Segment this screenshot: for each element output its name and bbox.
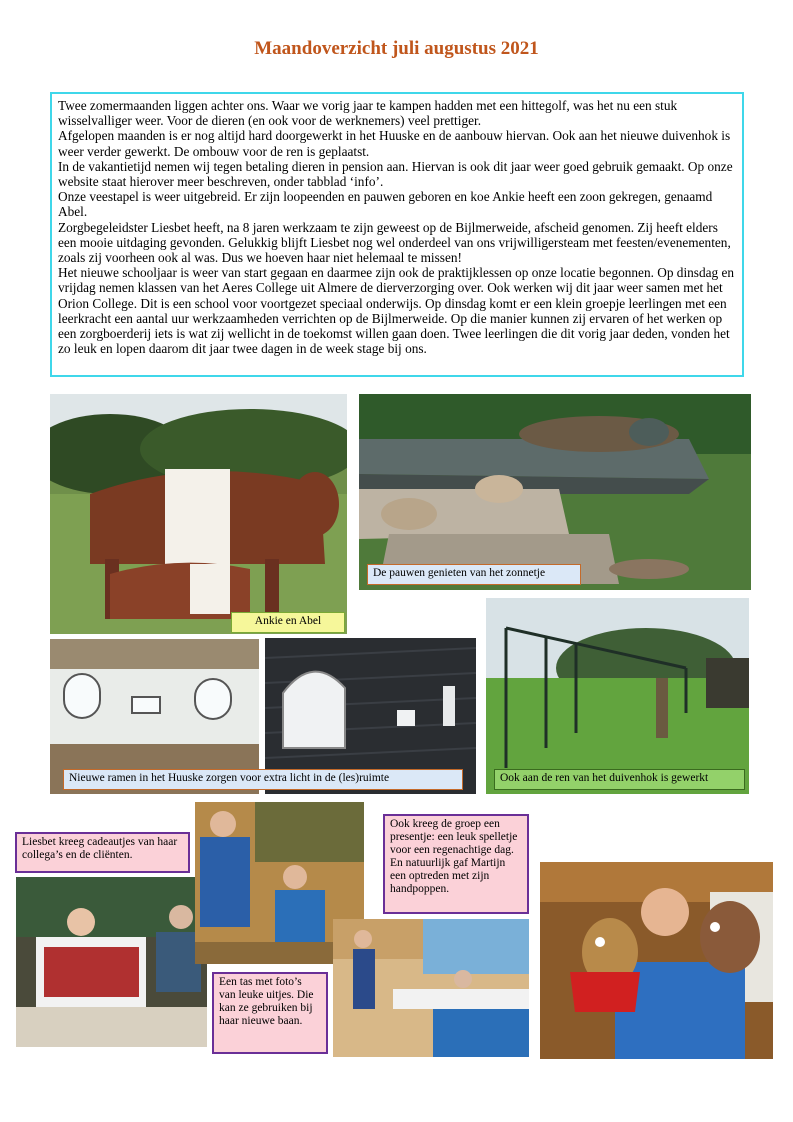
intro-paragraph: Onze veestapel is weer uitgebreid. Er zijn loopeenden en pauwen geboren en koe Ankie heeft een zoon gekregen, genaamd Abel. — [58, 189, 713, 220]
intro-paragraph: In de vakantietijd nemen wij tegen betaling dieren in pension aan. Hiervan is ook dit jaar weer goed gebruik gemaakt. Op onze website staat hierover meer beschreven, onder tabblad ‘info’. — [58, 158, 733, 190]
caption-present: Ook kreeg de groep een presentje: een leuk spelletje voor een regenachtige dag. En natuurlijk gaf Martijn een optreden met zijn handpoppen. — [383, 814, 529, 914]
photo-group-room — [333, 919, 529, 1057]
photo-peacocks — [359, 394, 751, 590]
intro-paragraph: Afgelopen maanden is er nog altijd hard doorgewerkt in het Huuske en de aanbouw hiervan. Ook aan het nieuwe duivenhok is weer verder gewerkt. De ombouw voor de ren is geplaatst. — [58, 128, 731, 159]
photo-cow-and-calf — [50, 394, 347, 634]
caption-cow: Ankie en Abel — [231, 612, 345, 633]
intro-text-box — [50, 92, 744, 377]
caption-peacocks: De pauwen genieten van het zonnetje — [367, 564, 581, 585]
intro-paragraph: Het nieuwe schooljaar is weer van start gegaan en daarmee zijn ook de praktijklessen op onze locatie begonnen. Op dinsdag en vrijdag nemen klassen van het Aeres College uit Almere de dierverzorging over. Ook werken wij dit jaar weer samen met het Orion College. Dit is een school voor voortgezet speciaal onderwijs. Op dinsdag komt er een klein groepje leerlingen met een leerkracht een aantal uur werkzaamheden verrichten op de Bijlmerweide. Op die manier kunnen zij ervaren of het werken op een zorgboerderij iets is wat zij wellicht in de toekomst willen gaan doen. Twee leerlingen die dit vorig jaar deden, vonden het zo leuk en lopen daarom dit jaar twee dagen in de week stage bij ons. — [58, 265, 735, 357]
caption-gifts: Liesbet kreeg cadeautjes van haar collega’s en de cliënten. — [15, 832, 190, 873]
photo-liesbet-gifts — [16, 877, 207, 1047]
photo-martijn-puppets — [540, 862, 773, 1059]
intro-paragraph: Twee zomermaanden liggen achter ons. Waar we vorig jaar te kampen hadden met een hittegolf, was het nu een stuk wisselvalliger weer. Voor de dieren (en ook voor de werknemers) veel prettiger. — [58, 98, 678, 129]
page-title: Maandoverzicht juli augustus 2021 — [254, 38, 539, 59]
caption-bag: Een tas met foto’s van leuke uitjes. Die kan ze gebruiken bij haar nieuwe baan. — [212, 972, 328, 1054]
caption-windows: Nieuwe ramen in het Huuske zorgen voor extra licht in de (les)ruimte — [63, 769, 463, 790]
caption-pigeon: Ook aan de ren van het duivenhok is gewerkt — [494, 769, 745, 790]
photo-pigeon-run — [486, 598, 749, 794]
intro-paragraph: Zorgbegeleidster Liesbet heeft, na 8 jaren werkzaam te zijn geweest op de Bijlmerweide, afscheid genomen. Zij heeft elders een mooie uitdaging gevonden. Gelukkig blijft Liesbet nog wel onderdeel van ons vrijwilligersteam met feesten/evenementen, zoals zij voorheen ook al was. Dus we hoeven haar niet helemaal te missen! — [58, 219, 731, 266]
